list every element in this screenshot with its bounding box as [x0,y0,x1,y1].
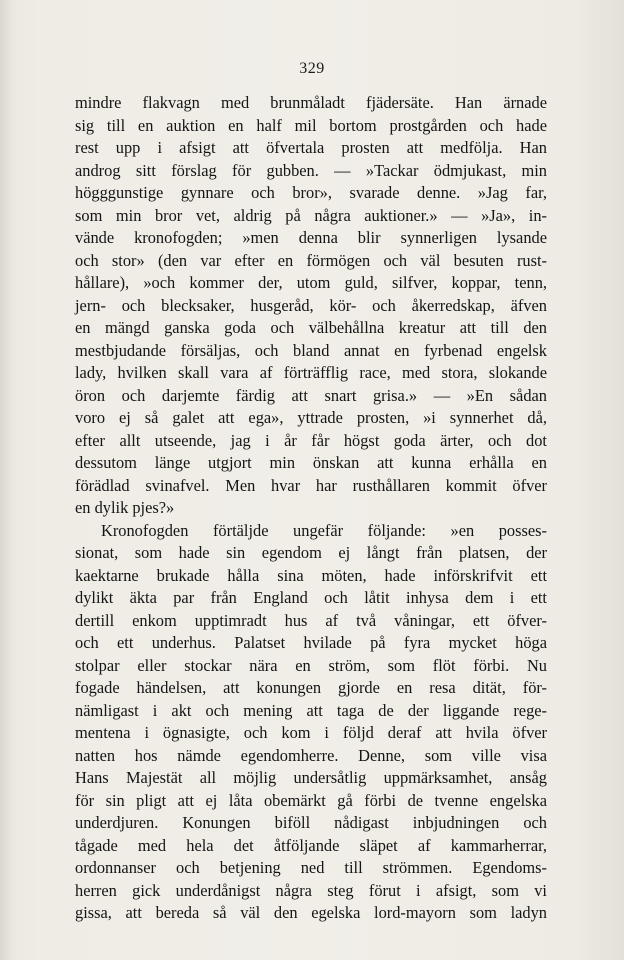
paragraph-1 [75,92,547,520]
text-line: gissa, att bereda så väl den egelska lord-mayorn som ladyn [75,903,547,922]
text-line: mestbjudande försäljas, och bland annat en fyrbenad engelsk [75,340,547,360]
text-line: rest upp i afsigt att öfvertala prosten att medfölja. Han [75,138,547,157]
text-line: herren gick underdånigst några steg förut i afsigt, som vi [75,880,547,900]
text-line: högggunstige gynnare och bror», svarade denne. »Jag far, [75,183,547,202]
text-line: voro ej så galet att ega», yttrade prosten, »i synnerhet då, [75,408,547,427]
text-line: lady, hvilken skall vara af förträfflig race, med stora, slokande [75,363,547,382]
text-line: androg sitt förslag för gubben. — »Tackar ödmjukast, min [75,160,547,180]
text-line: dertill enkom upptimradt hus af två våningar, ett öfver- [75,610,547,630]
text-line: öron och darjemte färdig att snart grisa.» — »En sådan [75,385,547,405]
text-line: sig till en auktion en half mil bortom prostgården och hade [75,115,547,135]
text-line: nämligast i akt och mening att taga de der liggande rege- [75,700,547,720]
text-line: en mängd ganska goda och välbehållna kreatur att till den [75,318,547,337]
text-line: fogade händelsen, att konungen gjorde en resa dität, för- [75,678,547,697]
text-line: Kronofogden förtäljde ungefär följande: »en posses- [101,520,547,540]
text-line: mentena i ögnasigte, och kom i följd deraf att hvila öfver [75,723,547,742]
text-line: som min bror vet, aldrig på några auktioner.» — »Ja», in- [75,205,547,225]
text-line: vände kronofogden; »men denna blir synnerligen lysande [75,228,547,247]
text-line: och ett underhus. Palatset hvilade på fyra mycket höga [75,633,547,652]
text-line: en dylik pjes?» [75,498,175,517]
text-line: och stor» (den var efter en förmögen och väl besuten rust- [75,250,547,270]
text-line: natten hos nämde egendomherre. Denne, som ville visa [75,745,547,765]
text-line: tågade med hela det åtföljande släpet af kammarherrar, [75,835,547,855]
text-line: hållare), »och kommer der, utom guld, silfver, koppar, tenn, [75,273,547,292]
text-line: för sin pligt att ej låta obemärkt gå förbi de tvenne engelska [75,790,547,810]
text-line: jern- och blecksaker, husgeråd, kör- och åkerredskap, äfven [75,295,547,315]
body-text [75,92,547,925]
text-line: efter allt utseende, jag i år får högst goda ärter, och dot [75,430,547,450]
text-line: underdjuren. Konungen biföll nådigast inbjudningen och [75,813,547,832]
text-line: dessutom länge utgjort min önskan att kunna erhålla en [75,453,547,472]
text-line: förädlad svinafvel. Men hvar har rusthållaren kommit öfver [75,475,547,495]
text-line: mindre flakvagn med brunmåladt fjädersäte. Han ärnade [75,93,547,112]
paragraph-2 [75,520,547,925]
text-line: stolpar eller stockar nära en ström, som flöt förbi. Nu [75,655,547,675]
text-line: sionat, som hade sin egendom ej långt från platsen, der [75,543,547,562]
page-number: 329 [299,60,325,77]
text-line: Hans Majestät all möjlig undersåtlig uppmärksamhet, ansåg [75,768,547,787]
text-line: dylikt äkta par från England och låtit inhysa dem i ett [75,588,547,607]
text-line: ordonnanser och betjening ned till strömmen. Egendoms- [75,858,547,877]
text-line: kaektarne brukade hålla sina möten, hade införskrifvit ett [75,565,547,585]
